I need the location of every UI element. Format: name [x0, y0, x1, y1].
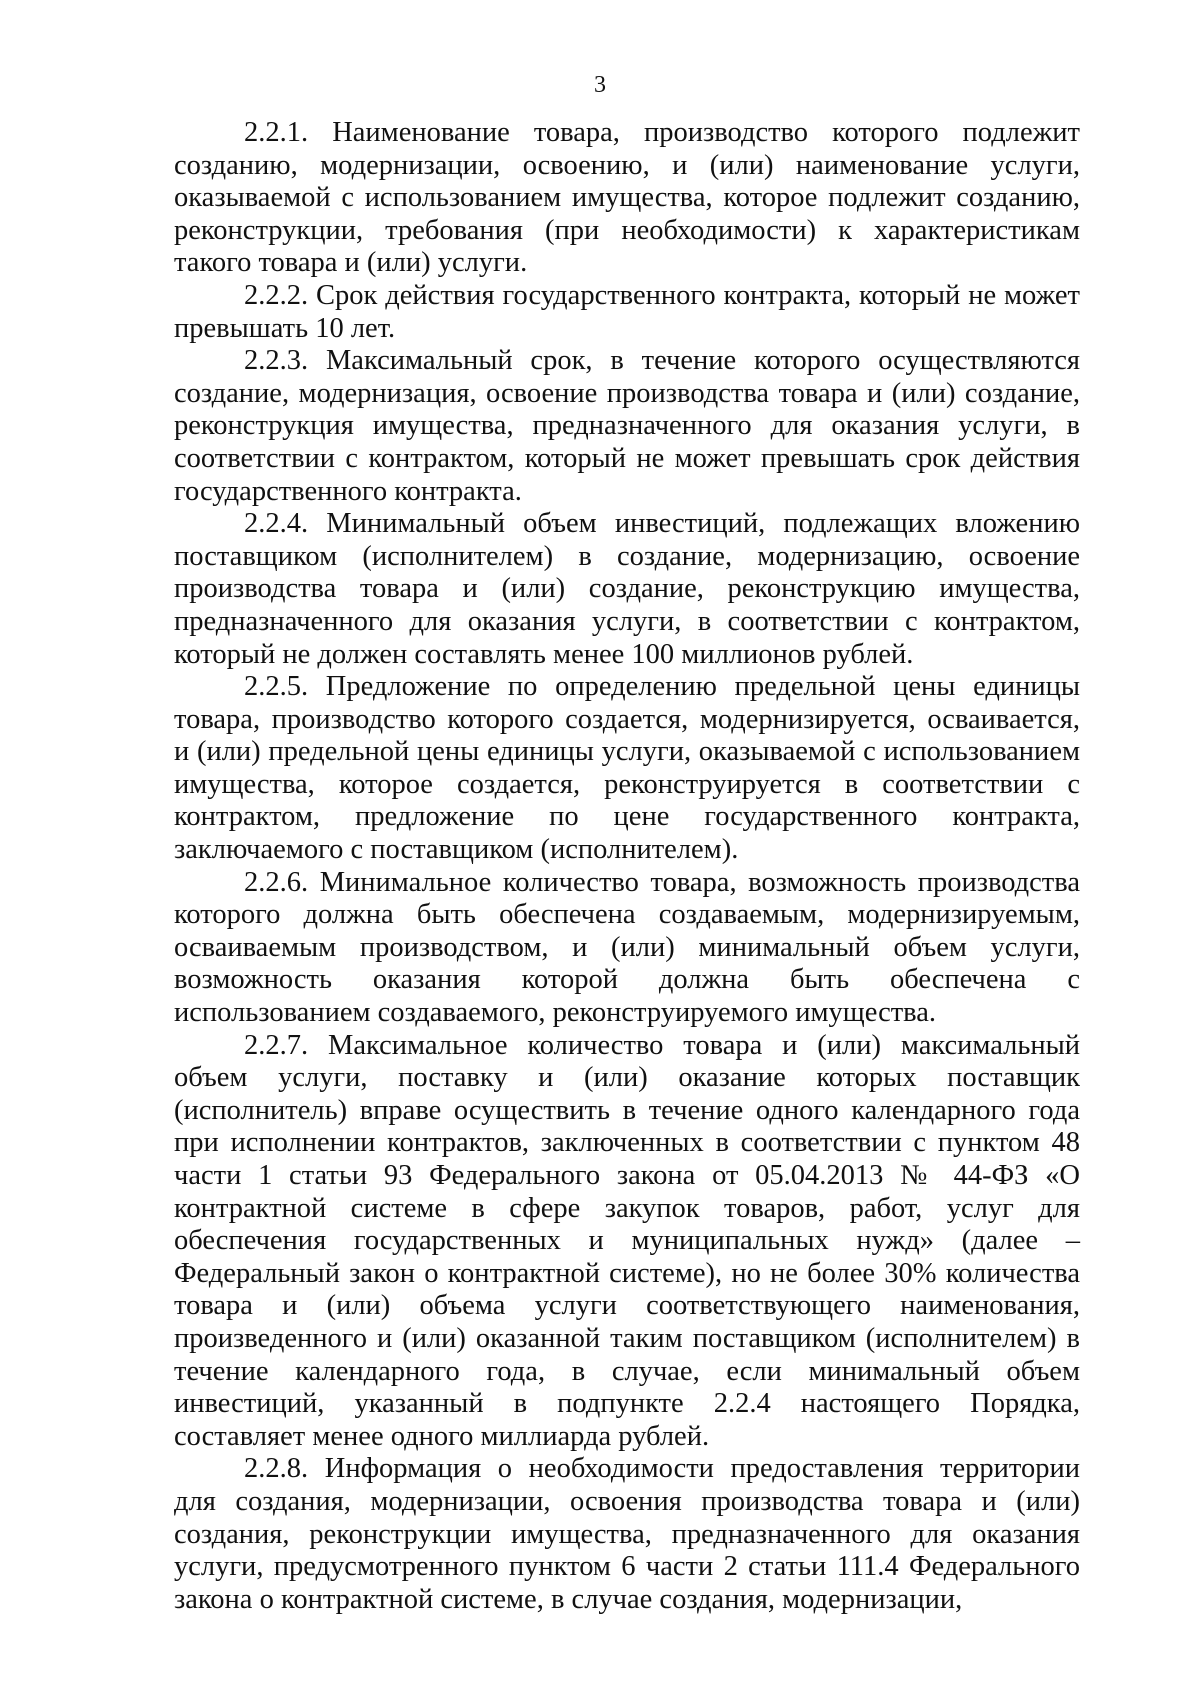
paragraph-2-2-2: 2.2.2. Срок действия государственного контракта, который не может превышать 10 лет.: [174, 279, 1080, 344]
page-number: 3: [594, 72, 606, 98]
document-body: [174, 117, 1080, 1616]
paragraph-2-2-5: 2.2.5. Предложение по определению предельной цены единицы товара, производство которого создается, модернизируется, осваивается, и (или) предельной цены единицы услуги, оказываемой с использованием имущества, которое создается, реконструируется в соответствии с контрактом, предложение по цене государственного контракта, заключаемого с поставщиком (исполнителем).: [174, 671, 1080, 866]
paragraph-2-2-3: 2.2.3. Максимальный срок, в течение которого осуществляются создание, модернизация, освоение производства товара и (или) создание, реконструкция имущества, предназначенного для оказания услуги, в соответствии с контрактом, который не может превышать срок действия государственного контракта.: [174, 345, 1080, 507]
paragraph-2-2-1: 2.2.1. Наименование товара, производство которого подлежит созданию, модернизации, освоению, и (или) наименование услуги, оказываемой с использованием имущества, которое подлежит созданию, реконструкции, требования (при необходимости) к характеристикам такого товара и (или) услуги.: [174, 117, 1080, 279]
paragraph-2-2-8: 2.2.8. Информация о необходимости предоставления территории для создания, модернизации, освоения производства товара и (или) создания, реконструкции имущества, предназначенного для оказания услуги, предусмотренного пунктом 6 части 2 статьи 111.4 Федерального закона о контрактной системе, в случае создания, модернизации,: [174, 1453, 1080, 1615]
paragraph-2-2-4: 2.2.4. Минимальный объем инвестиций, подлежащих вложению поставщиком (исполнителем) в создание, модернизацию, освоение производства товара и (или) создание, реконструкцию имущества, предназначенного для оказания услуги, в соответствии с контрактом, который не должен составлять менее 100 миллионов рублей.: [174, 508, 1080, 670]
paragraph-2-2-6: 2.2.6. Минимальное количество товара, возможность производства которого должна быть обеспечена создаваемым, модернизируемым, осваиваемым производством, и (или) минимальный объем услуги, возможность оказания которой должна быть обеспечена с использованием создаваемого, реконструируемого имущества.: [174, 866, 1080, 1029]
paragraph-2-2-7: 2.2.7. Максимальное количество товара и (или) максимальный объем услуги, поставку и (или) оказание которых поставщик (исполнитель) вправе осуществить в течение одного календарного года при исполнении контрактов, заключенных в соответствии с пунктом 48 части 1 статьи 93 Федерального закона от 05.04.2013 № 44-ФЗ «О контрактной системе в сфере закупок товаров, работ, услуг для обеспечения государственных и муниципальных нужд» (далее – Федеральный закон о контрактной системе), но не более 30% количества товара и (или) объема услуги соответствующего наименования, произведенного и (или) оказанной таким поставщиком (исполнителем) в течение календарного года, в случае, если минимальный объем инвестиций, указанный в подпункте 2.2.4 настоящего Порядка, составляет менее одного миллиарда рублей.: [174, 1029, 1080, 1452]
